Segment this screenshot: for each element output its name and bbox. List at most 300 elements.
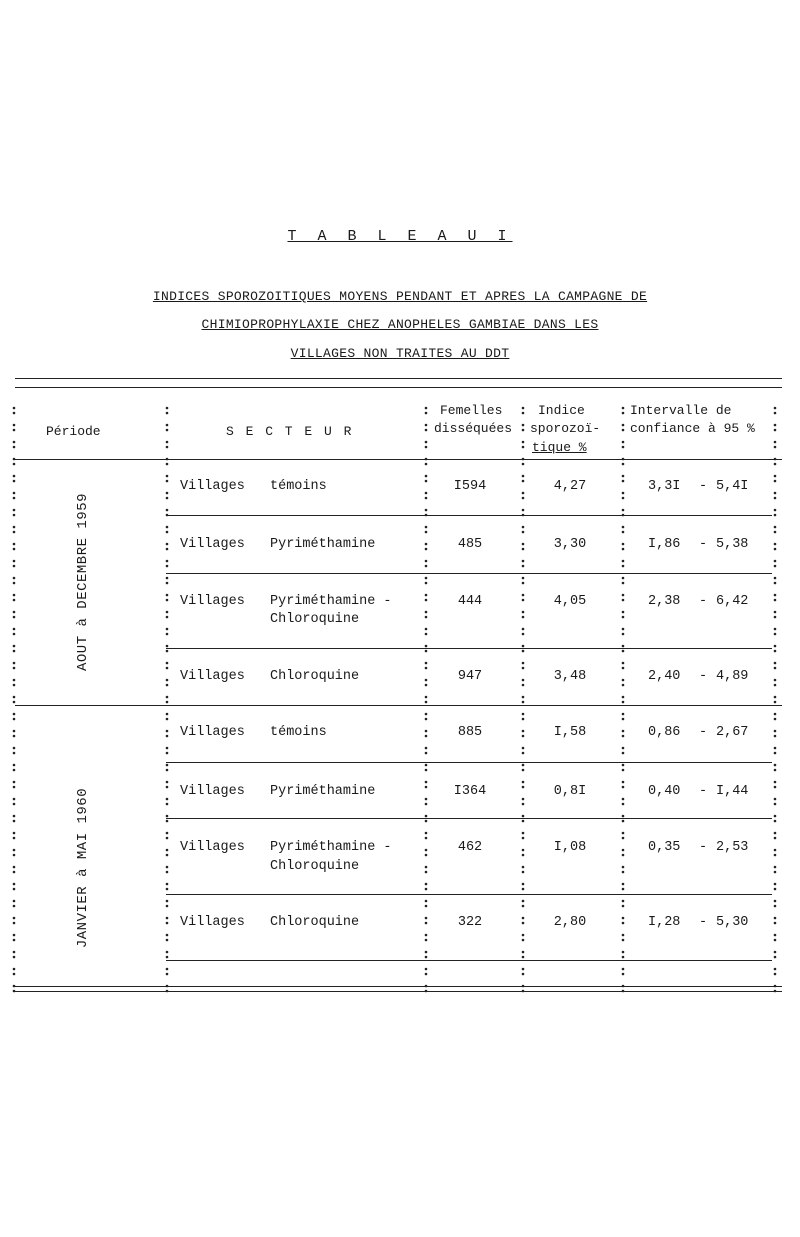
colon-dot — [13, 866, 16, 869]
colon-dot — [622, 934, 625, 937]
colon-dot — [622, 679, 625, 682]
colon-dot — [13, 922, 16, 925]
colon-dot — [622, 696, 625, 699]
colon-dot — [425, 577, 428, 580]
colon-dot — [622, 611, 625, 614]
colon-dot — [774, 679, 777, 682]
colon-dot — [774, 565, 777, 568]
colon-dot — [166, 815, 169, 818]
colon-dot — [13, 849, 16, 852]
colon-dot — [425, 752, 428, 755]
colon-dot — [425, 990, 428, 993]
colon-dot — [166, 560, 169, 563]
colon-dot — [774, 735, 777, 738]
colon-dot — [13, 747, 16, 750]
colon-dot — [522, 934, 525, 937]
colon-dot — [622, 832, 625, 835]
row-7-ci-low: 0,35 — [648, 840, 681, 855]
colon-dot — [425, 492, 428, 495]
colon-dot — [522, 713, 525, 716]
header-indice-line3: tique % — [532, 440, 587, 455]
colon-dot — [13, 514, 16, 517]
row-1-ci-high: 5,4I — [716, 479, 749, 494]
colon-dot — [425, 446, 428, 449]
subtitle-line-1: INDICES SPOROZOITIQUES MOYENS PENDANT ET APRES LA CAMPAGNE DE — [152, 289, 648, 304]
colon-dot — [622, 747, 625, 750]
row-2-ci-high: 5,38 — [716, 537, 749, 552]
colon-dot — [522, 475, 525, 478]
colon-dot — [622, 798, 625, 801]
colon-dot — [13, 577, 16, 580]
colon-dot — [166, 866, 169, 869]
colon-dot — [622, 922, 625, 925]
colon-dot — [622, 441, 625, 444]
colon-dot — [774, 900, 777, 903]
colon-dot — [522, 871, 525, 874]
colon-dot — [622, 594, 625, 597]
row-8-village: Villages — [180, 915, 245, 930]
colon-dot — [166, 798, 169, 801]
row-1-indice: 4,27 — [553, 479, 587, 494]
colon-dot — [425, 696, 428, 699]
colon-dot — [622, 871, 625, 874]
colon-dot — [774, 786, 777, 789]
colon-dot — [13, 815, 16, 818]
colon-dot — [166, 684, 169, 687]
colon-dot — [522, 429, 525, 432]
colon-dot — [522, 735, 525, 738]
colon-dot — [13, 497, 16, 500]
colon-dot — [13, 548, 16, 551]
colon-dot — [774, 752, 777, 755]
colon-dot — [522, 973, 525, 976]
colon-dot — [425, 769, 428, 772]
colon-dot — [13, 458, 16, 461]
header-intervalle-line2: confiance à 95 % — [630, 421, 755, 436]
colon-dot — [622, 514, 625, 517]
colon-dot — [522, 922, 525, 925]
colon-dot — [522, 679, 525, 682]
colon-dot — [622, 968, 625, 971]
colon-dot — [425, 463, 428, 466]
colon-dot — [425, 871, 428, 874]
colon-dot — [13, 854, 16, 857]
colon-dot — [522, 633, 525, 636]
colon-dot — [13, 594, 16, 597]
colon-dot — [622, 951, 625, 954]
row-6-ci-sep: - — [699, 784, 708, 799]
row-4-indice: 3,48 — [553, 669, 587, 684]
colon-dot — [13, 832, 16, 835]
colon-dot — [13, 820, 16, 823]
colon-dot — [622, 713, 625, 716]
colon-dot — [774, 718, 777, 721]
colon-dot — [166, 752, 169, 755]
colon-dot — [166, 492, 169, 495]
colon-dot — [774, 917, 777, 920]
colon-dot — [166, 939, 169, 942]
colon-dot — [522, 594, 525, 597]
header-indice-line1: Indice — [538, 403, 585, 418]
colon-dot — [13, 968, 16, 971]
colon-dot — [425, 594, 428, 597]
row-7-ci-sep: - — [699, 840, 708, 855]
colon-dot — [774, 985, 777, 988]
colon-dot — [166, 667, 169, 670]
colon-dot — [425, 820, 428, 823]
colon-dot — [774, 480, 777, 483]
colon-dot — [13, 616, 16, 619]
colon-dot — [774, 662, 777, 665]
colon-dot — [425, 526, 428, 529]
colon-dot — [522, 662, 525, 665]
colon-dot — [425, 786, 428, 789]
colon-dot — [425, 480, 428, 483]
colon-dot — [166, 883, 169, 886]
colon-dot — [774, 832, 777, 835]
colon-dot — [166, 871, 169, 874]
colon-dot — [13, 429, 16, 432]
colon-dot — [522, 815, 525, 818]
colon-dot — [622, 650, 625, 653]
colon-dot — [622, 735, 625, 738]
colon-dot — [522, 684, 525, 687]
colon-dot — [13, 526, 16, 529]
colon-dot — [425, 407, 428, 410]
colon-dot — [522, 900, 525, 903]
colon-dot — [774, 837, 777, 840]
colon-dot — [622, 866, 625, 869]
colon-dot — [622, 905, 625, 908]
colon-dot — [425, 713, 428, 716]
colon-dot — [166, 514, 169, 517]
colon-dot — [622, 837, 625, 840]
colon-dot — [522, 441, 525, 444]
colon-dot — [13, 803, 16, 806]
colon-dot — [774, 548, 777, 551]
colon-dot — [622, 463, 625, 466]
colon-dot — [13, 633, 16, 636]
colon-dot — [425, 718, 428, 721]
colon-dot — [522, 917, 525, 920]
colon-dot — [166, 497, 169, 500]
colon-dot — [774, 696, 777, 699]
colon-dot — [522, 747, 525, 750]
colon-dot — [13, 480, 16, 483]
colon-dot — [774, 905, 777, 908]
header-femelles-line2: disséquées — [434, 421, 513, 436]
colon-dot — [13, 939, 16, 942]
colon-dot — [522, 497, 525, 500]
colon-dot — [622, 667, 625, 670]
colon-dot — [622, 497, 625, 500]
colon-dot — [622, 854, 625, 857]
row-5-femelles: 885 — [457, 725, 483, 740]
colon-dot — [425, 441, 428, 444]
colon-dot — [622, 939, 625, 942]
colon-dot — [774, 543, 777, 546]
colon-dot — [13, 934, 16, 937]
row-7-indice: I,08 — [553, 840, 587, 855]
colon-dot — [166, 990, 169, 993]
colon-dot — [166, 407, 169, 410]
row-5-village: Villages — [180, 725, 245, 740]
colon-dot — [425, 531, 428, 534]
row-2-village: Villages — [180, 537, 245, 552]
row-5-ci-high: 2,67 — [716, 725, 749, 740]
colon-dot — [774, 497, 777, 500]
period-label-1959: AOUT à DECEMBRE 1959 — [75, 492, 91, 672]
colon-dot — [166, 611, 169, 614]
colon-dot — [522, 849, 525, 852]
colon-dot — [425, 803, 428, 806]
colon-dot — [522, 866, 525, 869]
colon-dot — [166, 526, 169, 529]
colon-dot — [522, 730, 525, 733]
colon-dot — [774, 922, 777, 925]
colon-dot — [522, 407, 525, 410]
row-6-ci-high: I,44 — [716, 784, 749, 799]
colon-dot — [166, 917, 169, 920]
colon-dot — [13, 509, 16, 512]
row-1-treatment: témoins — [270, 479, 327, 494]
colon-dot — [622, 526, 625, 529]
row-8-ci-high: 5,30 — [716, 915, 749, 930]
header-intervalle-line1: Intervalle de — [630, 403, 732, 418]
colon-dot — [522, 752, 525, 755]
colon-dot — [774, 888, 777, 891]
row-4-treatment: Chloroquine — [270, 669, 360, 684]
colon-dot — [774, 951, 777, 954]
colon-dot — [522, 990, 525, 993]
colon-dot — [13, 764, 16, 767]
colon-dot — [166, 781, 169, 784]
colon-dot — [522, 412, 525, 415]
colon-dot — [425, 650, 428, 653]
colon-dot — [13, 786, 16, 789]
colon-dot — [774, 990, 777, 993]
colon-dot — [622, 956, 625, 959]
colon-dot — [166, 628, 169, 631]
colon-dot — [522, 951, 525, 954]
colon-dot — [622, 616, 625, 619]
colon-dot — [522, 509, 525, 512]
colon-dot — [13, 956, 16, 959]
row-1-village: Villages — [180, 479, 245, 494]
colon-dot — [774, 446, 777, 449]
colon-dot — [622, 633, 625, 636]
colon-dot — [425, 429, 428, 432]
colon-dot — [774, 582, 777, 585]
colon-dot — [13, 628, 16, 631]
colon-dot — [166, 956, 169, 959]
colon-dot — [774, 509, 777, 512]
colon-dot — [13, 492, 16, 495]
row-8-ci-low: I,28 — [648, 915, 681, 930]
colon-dot — [522, 582, 525, 585]
colon-dot — [622, 990, 625, 993]
colon-dot — [774, 781, 777, 784]
colon-dot — [425, 747, 428, 750]
colon-dot — [522, 667, 525, 670]
colon-dot — [425, 956, 428, 959]
colon-dot — [13, 599, 16, 602]
colon-dot — [522, 463, 525, 466]
colon-dot — [166, 934, 169, 937]
row-6-femelles: I364 — [453, 784, 487, 799]
colon-dot — [166, 900, 169, 903]
row-4-village: Villages — [180, 669, 245, 684]
colon-dot — [774, 730, 777, 733]
colon-dot — [774, 628, 777, 631]
row-5-ci-sep: - — [699, 725, 708, 740]
colon-dot — [425, 424, 428, 427]
colon-dot — [522, 514, 525, 517]
colon-dot — [774, 866, 777, 869]
colon-dot — [522, 701, 525, 704]
colon-dot — [166, 463, 169, 466]
colon-dot — [425, 565, 428, 568]
colon-dot — [166, 645, 169, 648]
colon-dot — [166, 509, 169, 512]
colon-dot — [774, 934, 777, 937]
colon-dot — [166, 718, 169, 721]
colon-dot — [774, 713, 777, 716]
colon-dot — [13, 701, 16, 704]
colon-dot — [522, 565, 525, 568]
colon-dot — [425, 514, 428, 517]
colon-dot — [622, 701, 625, 704]
colon-dot — [425, 968, 428, 971]
colon-dot — [774, 577, 777, 580]
colon-dot — [13, 531, 16, 534]
colon-dot — [774, 820, 777, 823]
colon-dot — [13, 543, 16, 546]
colon-dot — [13, 769, 16, 772]
colon-dot — [425, 934, 428, 937]
row-3-ci-low: 2,38 — [648, 594, 681, 609]
colon-dot — [13, 951, 16, 954]
colon-dot — [425, 922, 428, 925]
colon-dot — [425, 854, 428, 857]
colon-dot — [425, 560, 428, 563]
row-2-ci-sep: - — [699, 537, 708, 552]
colon-dot — [13, 441, 16, 444]
colon-dot — [425, 679, 428, 682]
colon-dot — [622, 764, 625, 767]
colon-dot — [425, 543, 428, 546]
colon-dot — [622, 917, 625, 920]
colon-dot — [166, 446, 169, 449]
row-4-femelles: 947 — [457, 669, 483, 684]
colon-dot — [774, 769, 777, 772]
colon-dot — [622, 820, 625, 823]
colon-dot — [425, 633, 428, 636]
colon-dot — [522, 480, 525, 483]
colon-dot — [166, 441, 169, 444]
colon-dot — [774, 633, 777, 636]
colon-dot — [166, 985, 169, 988]
colon-dot — [622, 786, 625, 789]
colon-dot — [425, 412, 428, 415]
colon-dot — [166, 475, 169, 478]
colon-dot — [522, 718, 525, 721]
colon-dot — [425, 815, 428, 818]
colon-dot — [13, 871, 16, 874]
colon-dot — [13, 582, 16, 585]
colon-dot — [166, 424, 169, 427]
colon-dot — [166, 633, 169, 636]
row-3-ci-high: 6,42 — [716, 594, 749, 609]
colon-dot — [13, 446, 16, 449]
row-4-ci-high: 4,89 — [716, 669, 749, 684]
row-3-indice: 4,05 — [553, 594, 587, 609]
row-8-indice: 2,80 — [553, 915, 587, 930]
colon-dot — [522, 543, 525, 546]
colon-dot — [522, 560, 525, 563]
colon-dot — [522, 526, 525, 529]
colon-dot — [166, 905, 169, 908]
colon-dot — [622, 730, 625, 733]
colon-dot — [622, 645, 625, 648]
colon-dot — [622, 531, 625, 534]
row-5-treatment: témoins — [270, 725, 327, 740]
colon-dot — [425, 832, 428, 835]
colon-dot — [622, 446, 625, 449]
colon-dot — [522, 531, 525, 534]
colon-dot — [166, 679, 169, 682]
colon-dot — [622, 582, 625, 585]
colon-dot — [774, 424, 777, 427]
colon-dot — [622, 662, 625, 665]
table-title: T A B L E A U I — [287, 228, 513, 245]
colon-dot — [13, 735, 16, 738]
colon-dot — [522, 985, 525, 988]
row-6-indice: 0,8I — [553, 784, 587, 799]
row-8-ci-sep: - — [699, 915, 708, 930]
colon-dot — [13, 730, 16, 733]
colon-dot — [774, 803, 777, 806]
colon-dot — [774, 684, 777, 687]
colon-dot — [425, 735, 428, 738]
colon-dot — [13, 883, 16, 886]
colon-dot — [425, 781, 428, 784]
header-secteur: S E C T E U R — [226, 424, 354, 439]
colon-dot — [522, 446, 525, 449]
colon-dot — [622, 752, 625, 755]
colon-dot — [13, 781, 16, 784]
colon-dot — [425, 662, 428, 665]
colon-dot — [622, 803, 625, 806]
colon-dot — [166, 803, 169, 806]
colon-dot — [622, 628, 625, 631]
colon-dot — [166, 458, 169, 461]
colon-dot — [774, 514, 777, 517]
row-6-treatment: Pyriméthamine — [270, 784, 376, 799]
subtitle-line-3: VILLAGES NON TRAITES AU DDT — [290, 346, 510, 361]
row-8-femelles: 322 — [457, 915, 483, 930]
colon-dot — [622, 888, 625, 891]
colon-dot — [622, 475, 625, 478]
colon-dot — [774, 611, 777, 614]
row-5-indice: I,58 — [553, 725, 587, 740]
colon-dot — [166, 713, 169, 716]
colon-dot — [622, 458, 625, 461]
row-7-ci-high: 2,53 — [716, 840, 749, 855]
colon-dot — [774, 526, 777, 529]
colon-dot — [166, 922, 169, 925]
colon-dot — [13, 900, 16, 903]
